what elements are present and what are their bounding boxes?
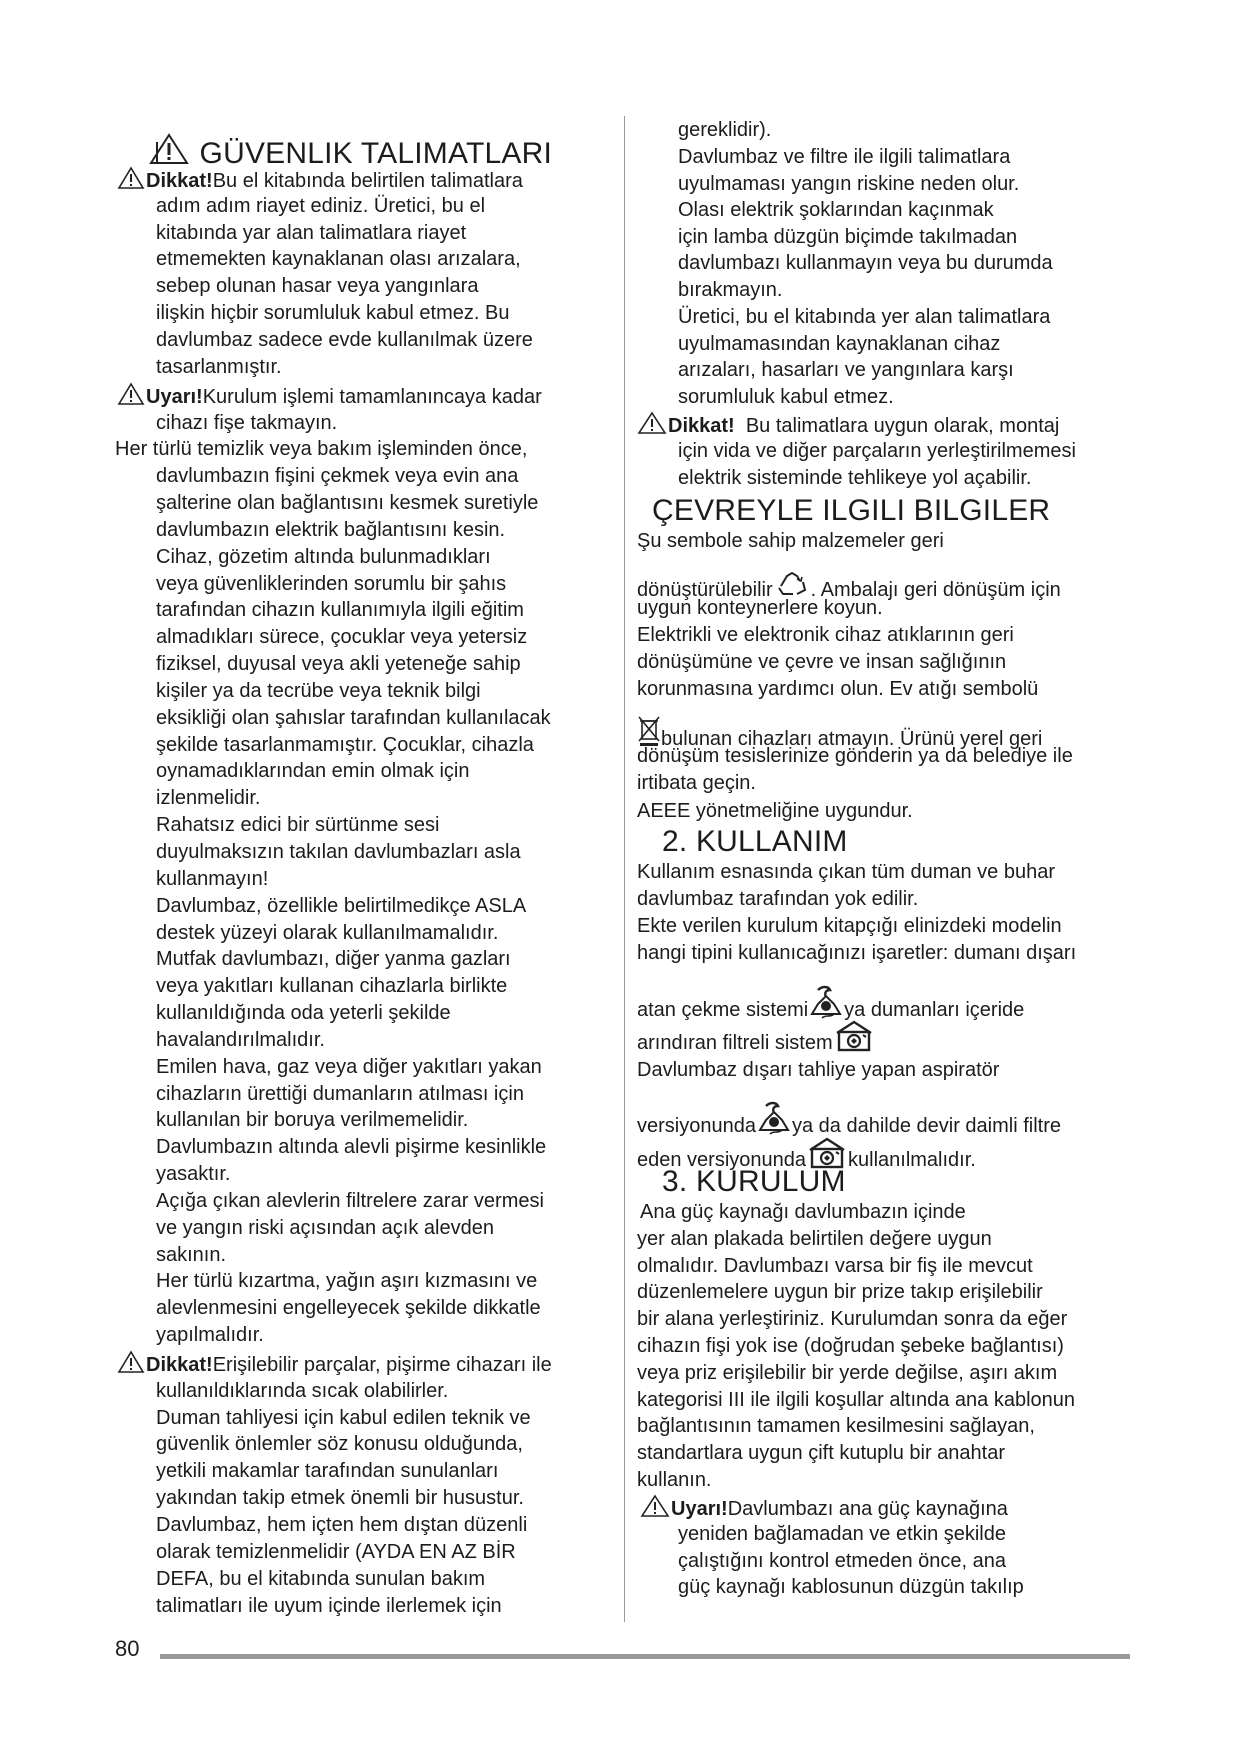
text-line: atan çekme sistemi ya dumanları içeride xyxy=(637,984,1024,1024)
text-line: fiziksel, duyusal veya akli yeteneğe sahip xyxy=(156,653,521,675)
text-line: Uyarı!Kurulum işlemi tamamlanıncaya kadar xyxy=(117,382,542,410)
text-line: Mutfak davlumbazı, diğer yanma gazları xyxy=(156,948,511,970)
text-line: Olası elektrik şoklarından kaçınmak xyxy=(678,199,994,221)
text-line: ve yangın riski açısından açık alevden xyxy=(156,1217,494,1239)
filter-hood-icon xyxy=(833,1019,875,1053)
text-line: güç kaynağı kablosunun düzgün takılıp xyxy=(678,1576,1024,1598)
page-number: 80 xyxy=(115,1636,140,1661)
text-line: veya güvenliklerinden sorumlu bir şahıs xyxy=(156,573,507,595)
text-line: eksikliği olan şahıslar tarafından kullanılacak xyxy=(156,707,551,729)
text-line: davlumbazın elektrik bağlantısını kesin. xyxy=(156,519,506,541)
text-line: Cihaz, gözetim altında bulunmadıkları xyxy=(156,546,491,568)
text-line: çalıştığını kontrol etmeden önce, ana xyxy=(678,1550,1006,1572)
text-line: olarak temizlenmelidir (AYDA EN AZ BİR xyxy=(156,1541,516,1563)
text-line: düzenlemelere uygun bir prize takıp erişilebilir xyxy=(637,1281,1043,1303)
text-line: alevlenmesini engelleyecek şekilde dikkatle xyxy=(156,1297,541,1319)
text-line: AEEE yönetmeliğine uygundur. xyxy=(637,800,913,822)
text-line: destek yüzeyi olarak kullanılmamalıdır. xyxy=(156,922,499,944)
section-title-usage: 2. KULLANIM xyxy=(662,825,848,858)
text-line: uygun konteynerlere koyun. xyxy=(637,597,883,619)
text-line: bağlantısının tamamen kesilmesini sağlayan, xyxy=(637,1415,1035,1437)
text-line: sakının. xyxy=(156,1244,227,1266)
text-line: Açığa çıkan alevlerin filtrelere zarar vermesi xyxy=(156,1190,544,1212)
text-line: korunmasına yardımcı olun. Ev atığı sembolü xyxy=(637,678,1039,700)
text-line: Elektrikli ve elektronik cihaz atıklarının geri xyxy=(637,624,1014,646)
text-line: dönüşüm tesislerinize gönderin ya da belediye ile xyxy=(637,745,1073,767)
text-line: yakından takip etmek önemli bir husustur. xyxy=(156,1487,524,1509)
text-line: yeniden bağlamadan ve etkin şekilde xyxy=(678,1523,1006,1545)
text-line: talimatları ile uyum içinde ilerlemek için xyxy=(156,1595,502,1617)
text-line: kullanmayın! xyxy=(156,868,269,890)
warning-triangle-icon xyxy=(637,411,667,435)
section-title-installation: 3. KURULUM xyxy=(662,1165,846,1198)
section-title-safety: GÜVENLIK TALIMATLARI xyxy=(148,132,552,171)
text-line: kişiler ya da tecrübe veya teknik bilgi xyxy=(156,680,481,702)
text-line: davlumbaz sadece evde kullanılmak üzere xyxy=(156,329,533,351)
text-line: dönüşümüne ve çevre ve insan sağlığının xyxy=(637,651,1007,673)
footer-rule xyxy=(160,1654,1130,1659)
text-line: hangi tipini kullanıcağınızı işaretler: dumanı dışarı xyxy=(637,942,1077,964)
warning-triangle-icon xyxy=(640,1494,670,1518)
text-line: arızaları, hasarları ve yangınlara karşı xyxy=(678,359,1014,381)
text-line: davlumbazın fişini çekmek veya evin ana xyxy=(156,465,519,487)
warning-triangle-icon xyxy=(117,382,145,406)
text-line: şalterine olan bağlantısını kesmek suretiyle xyxy=(156,492,539,514)
text-line: Kullanım esnasında çıkan tüm duman ve buhar xyxy=(637,861,1056,883)
text-line: için lamba düzgün biçimde takılmadan xyxy=(678,226,1018,248)
text-line: Dikkat! Bu talimatlara uygun olarak, montaj xyxy=(637,411,1059,439)
text-line: duyulmaksızın takılan davlumbazları asla xyxy=(156,841,521,863)
text-line: yer alan plakada belirtilen değere uygun xyxy=(637,1228,992,1250)
text-line: standartlara uygun çift kutuplu bir anahtar xyxy=(637,1442,1005,1464)
text-line: olmalıdır. Davlumbazı varsa bir fiş ile mevcut xyxy=(637,1255,1033,1277)
text-line: etmemekten kaynaklanan olası arızalara, xyxy=(156,248,521,270)
text-line: kitabında yar alan talimatlara riayet xyxy=(156,222,467,244)
text-line: tasarlanmıştır. xyxy=(156,356,282,378)
text-line: kullanın. xyxy=(637,1469,712,1491)
text-line: sebep olunan hasar veya yangınlara xyxy=(156,275,479,297)
text-line: bir alana yerleştiriniz. Kurulumdan sonra da eğer xyxy=(637,1308,1068,1330)
text-line: Davlumbaz, özellikle belirtilmedikçe ASLA xyxy=(156,895,527,917)
column-divider xyxy=(624,116,625,1622)
text-line: Rahatsız edici bir sürtünme sesi xyxy=(156,814,440,836)
text-line: elektrik sisteminde tehlikeye yol açabilir. xyxy=(678,467,1032,489)
text-line: yasaktır. xyxy=(156,1163,231,1185)
text-line: almadıkları sürece, çocuklar veya yetersiz xyxy=(156,626,528,648)
text-line: cihazın fişi yok ise (doğrudan şebeke bağlantısı) xyxy=(637,1335,1064,1357)
text-line: cihazların ürettiği dumanların atılması için xyxy=(156,1083,524,1105)
text-line: dönüştürülebilir . Ambalajı geri dönüşüm için xyxy=(637,568,1061,603)
text-line: veya yakıtları kullanan cihazlarla birlikte xyxy=(156,975,508,997)
text-line: Emilen hava, gaz veya diğer yakıtları yakan xyxy=(156,1056,542,1078)
recycle-icon xyxy=(773,568,811,598)
text-line: sorumluluk kabul etmez. xyxy=(678,386,894,408)
ducted-hood-icon xyxy=(804,984,848,1024)
text-line: Ekte verilen kurulum kitapçığı elinizdeki modelin xyxy=(637,915,1062,937)
text-line: havalandırılmalıdır. xyxy=(156,1029,325,1051)
text-line: kullanıldıklarında sıcak olabilirler. xyxy=(156,1380,449,1402)
text-line: yetkili makamlar tarafından sunulanları xyxy=(156,1460,499,1482)
text-line: Her türlü temizlik veya bakım işleminden önce, xyxy=(115,438,528,460)
text-line: Davlumbaz dışarı tahliye yapan aspiratör xyxy=(637,1059,1000,1081)
text-line: uyulmaması yangın riskine neden olur. xyxy=(678,173,1020,195)
text-line: Duman tahliyesi için kabul edilen teknik ve xyxy=(156,1407,531,1429)
warning-triangle-icon xyxy=(148,132,190,166)
text-line: irtibata geçin. xyxy=(637,772,756,794)
text-line: tarafından cihazın kullanımıyla ilgili eğitim xyxy=(156,599,524,621)
text-line: kullanıldığında oda yeterli şekilde xyxy=(156,1002,451,1024)
text-line: Uyarı!Davlumbazı ana güç kaynağına xyxy=(640,1494,1008,1522)
text-line: Ana güç kaynağı davlumbazın içinde xyxy=(640,1201,966,1223)
text-line: Dikkat!Erişilebilir parçalar, pişirme cihazarı ile xyxy=(117,1350,552,1378)
text-line: Dikkat!Bu el kitabında belirtilen talimatlara xyxy=(117,166,523,194)
warning-triangle-icon xyxy=(117,1350,145,1374)
text-line: veya priz erişilebilir bir yerde değilse, aşırı akım xyxy=(637,1362,1058,1384)
text-line: DEFA, bu el kitabında sunulan bakım xyxy=(156,1568,486,1590)
text-line: Davlumbaz ve filtre ile ilgili talimatlara xyxy=(678,146,1011,168)
text-line: gereklidir). xyxy=(678,119,772,141)
text-line: yapılmalıdır. xyxy=(156,1324,264,1346)
text-line: şekilde tasarlanmamıştır. Çocuklar, cihazla xyxy=(156,734,534,756)
text-line: için vida ve diğer parçaların yerleştirilmemesi xyxy=(678,440,1076,462)
text-line: uyulmamasından kaynaklanan cihaz xyxy=(678,333,1001,355)
text-line: Üretici, bu el kitabında yer alan talimatlara xyxy=(678,306,1051,328)
text-line: Davlumbazın altında alevli pişirme kesinlikle xyxy=(156,1136,547,1158)
warning-triangle-icon xyxy=(117,166,145,190)
text-line: eden versiyonunda kullanılmalıdır. xyxy=(637,1136,976,1173)
text-line: davlumbazı kullanmayın veya bu durumda xyxy=(678,252,1053,274)
text-line: cihazı fişe takmayın. xyxy=(156,412,338,434)
text-line: güvenlik önlemler söz konusu olduğunda, xyxy=(156,1433,523,1455)
text-line: arındıran filtreli sistem xyxy=(637,1019,875,1056)
section-title-environment: ÇEVREYLE ILGILI BILGILER xyxy=(652,494,1051,527)
text-line: kategorisi III ile ilgili koşullar altında ana kablonun xyxy=(637,1389,1076,1411)
text-line: ilişkin hiçbir sorumluluk kabul etmez. Bu xyxy=(156,302,510,324)
text-line: adım adım riayet ediniz. Üretici, bu el xyxy=(156,195,486,217)
text-line: oynamadıklarından emin olmak için xyxy=(156,760,470,782)
text-line: kullanılan bir boruya verilmemelidir. xyxy=(156,1109,469,1131)
text-line: Davlumbaz, hem içten hem dıştan düzenli xyxy=(156,1514,528,1536)
text-line: Şu sembole sahip malzemeler geri xyxy=(637,530,944,552)
text-line: bulunan cihazları atmayın. Ürünü yerel geri xyxy=(637,715,1042,752)
text-line: davlumbaz tarafından yok edilir. xyxy=(637,888,919,910)
text-line: izlenmelidir. xyxy=(156,787,261,809)
text-line: bırakmayın. xyxy=(678,279,783,301)
text-line: versiyonunda ya da dahilde devir daimli filtre xyxy=(637,1100,1061,1140)
text-line: Her türlü kızartma, yağın aşırı kızmasını ve xyxy=(156,1270,538,1292)
ducted-hood-icon xyxy=(752,1100,796,1140)
